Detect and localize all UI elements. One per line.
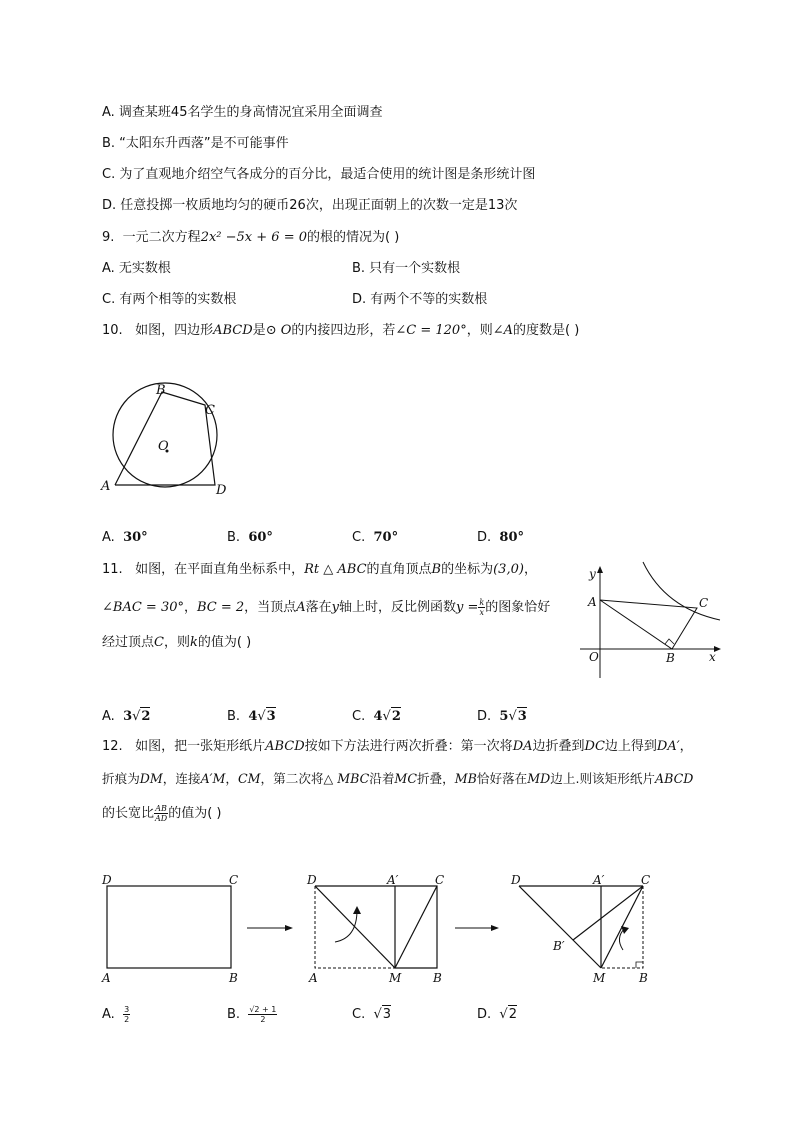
fig2-label-a-prime: A′ (387, 873, 399, 887)
q11-stem-line1 (102, 561, 537, 579)
q12-math: ABCD (655, 771, 694, 786)
q10-text: 的度数是( ) (513, 323, 580, 338)
option-letter: B. (227, 1007, 241, 1022)
q8-option-c: C. 为了直观地介绍空气各成分的百分比，最适合使用的统计图是条形统计图 (102, 167, 536, 182)
fig3-fold-arrow-head (621, 926, 629, 934)
q12-stem-line2 (102, 770, 693, 788)
q11-text: ，则 (163, 635, 190, 650)
q8-option-a: A. 调查某班45名学生的身高情况宜采用全面调查 (102, 105, 383, 120)
q11-math: y (331, 600, 339, 615)
q12-stem-line1 (102, 738, 693, 756)
arrow-2-head (491, 925, 499, 931)
fig3-label-a-prime: A′ (593, 873, 605, 887)
label-o: O (589, 650, 599, 664)
q12-text: 恰好落在 (476, 771, 528, 786)
q11-text: 轴上时，反比例函数 (338, 600, 456, 615)
q10-option-d (477, 529, 524, 547)
fig2-fold-dm (315, 886, 395, 968)
frac-num: AB (155, 804, 167, 813)
option-radicand: 2 (508, 1007, 517, 1022)
q11-option-d: D. 5√3 (477, 709, 527, 724)
q9-option-a: A. 无实数根 (102, 261, 171, 276)
option-radicand: 3 (382, 1007, 392, 1022)
q12-number: 12. (102, 739, 123, 754)
q12-option-c: C. √3 (352, 1007, 392, 1022)
fig2-label-d: D (307, 873, 317, 887)
option-radicand: 3 (517, 709, 527, 724)
label-b: B (666, 651, 675, 665)
q12-stem-line3 (102, 804, 222, 823)
fig3-label-b: B (639, 971, 648, 985)
q12-math: MB (454, 771, 477, 786)
q12-option-b (227, 1005, 277, 1024)
fig3-label-d: D (511, 873, 521, 887)
fig1-label-c: C (229, 873, 239, 887)
frac-num: √2 + 1 (249, 1005, 277, 1014)
q11-math: y = (455, 600, 479, 615)
fig3-label-c: C (641, 873, 651, 887)
q10-option-c (352, 529, 398, 547)
q12-text: 折痕为 (102, 771, 140, 786)
fig2-label-b: B (433, 971, 442, 985)
label-a: A (588, 595, 597, 609)
option-radicand: 2 (141, 709, 151, 724)
q12-math: ABCD (265, 739, 305, 754)
q11-text: 如图，在平面直角坐标系中， (135, 562, 305, 577)
q10-number: 10. (102, 323, 123, 338)
frac-num: 3 (124, 1005, 130, 1014)
q9-stem-pre: 一元二次方程 (122, 230, 201, 245)
q12-text: 如图，把一张矩形纸片 (135, 739, 266, 754)
fig3-line-cb-prime (573, 886, 643, 940)
q11-text: ， (523, 562, 537, 577)
q12-text: 边上得到 (604, 739, 657, 754)
q11-option-a: A. 3√2 (102, 709, 151, 724)
option-letter: B. (227, 709, 241, 724)
q12-text: 的值为( ) (168, 806, 222, 821)
q11-option-b: B. 4√3 (227, 709, 276, 724)
q10-math: ∠A (492, 323, 513, 338)
option-letter: A. (102, 1007, 115, 1022)
hyperbola-curve (643, 562, 720, 620)
q11-coordinate-figure (575, 560, 725, 680)
fig3-line-dm (519, 886, 601, 968)
option-value: 70° (373, 530, 399, 545)
label-b: B (156, 383, 166, 398)
option-letter: D. (477, 709, 492, 724)
option-coef: 4 (248, 709, 258, 724)
q12-math: CM (238, 771, 261, 786)
q12-math: MC (394, 771, 417, 786)
option-letter: C. (352, 709, 366, 724)
right-angle-mark (665, 639, 674, 644)
option-radicand: 3 (266, 709, 276, 724)
q11-math: C (154, 635, 164, 650)
q10-option-b (227, 529, 273, 547)
option-value: 60° (248, 530, 273, 545)
q12-math: DC (584, 739, 605, 754)
q12-text: ，连接 (162, 771, 201, 786)
fig3-right-angle (636, 962, 643, 968)
label-d: D (216, 483, 227, 498)
option-fraction (123, 1005, 130, 1024)
q10-circle-figure (95, 380, 245, 500)
arrow-1-head (285, 925, 293, 931)
q11-text: 落在 (305, 600, 332, 615)
q10-math: ABCD (213, 323, 253, 338)
q11-math: BC = 2 (197, 600, 245, 615)
option-letter: C. (352, 1007, 366, 1022)
q11-text: ， (183, 600, 197, 615)
fig1-label-a: A (102, 971, 111, 985)
q9-stem-post: 的根的情况为( ) (307, 230, 400, 245)
fig2-line-cm (395, 886, 437, 968)
q11-stem-line2 (102, 598, 550, 617)
q12-text: 边折叠到 (532, 739, 585, 754)
q11-math: B (431, 562, 442, 577)
frac-num: k (479, 598, 485, 607)
option-letter: D. (477, 1007, 492, 1022)
q9-number: 9. (102, 230, 115, 245)
option-fraction (248, 1005, 277, 1024)
q11-math: ∠BAC = 30° (102, 600, 184, 615)
q10-text: ，则 (466, 323, 493, 338)
q9-equation: 2x² −5x + 6 = 0 (200, 230, 307, 245)
q11-number: 11. (102, 562, 123, 577)
q12-math: DM (139, 771, 163, 786)
fraction-ab-over-ad (154, 804, 168, 823)
frac-den: x (479, 608, 485, 617)
q11-math: (3,0) (493, 562, 524, 577)
q10-text: 的内接四边形，若 (291, 323, 396, 338)
label-x: x (709, 650, 716, 664)
frac-den: AD (155, 814, 168, 823)
fig3-label-m: M (593, 971, 606, 985)
q11-text: 经过顶点 (102, 635, 155, 650)
option-letter: A. (102, 709, 115, 724)
q11-stem-line3 (102, 634, 251, 652)
label-c: C (699, 596, 709, 610)
q11-option-c: C. 4√2 (352, 709, 401, 724)
q10-text: 是 (252, 323, 266, 338)
q11-math: Rt △ ABC (304, 562, 367, 577)
q12-text: 折叠， (416, 771, 455, 786)
q10-text: 如图，四边形 (135, 323, 214, 338)
q12-text: ， (679, 739, 693, 754)
option-coef: 3 (123, 709, 133, 724)
q9-option-c: C. 有两个相等的实数根 (102, 292, 237, 307)
q10-math: ∠C = 120° (395, 323, 467, 338)
q8-option-d: D. 任意投掷一枚质地均匀的硬币26次，出现正面朝上的次数一定是13次 (102, 198, 518, 213)
option-value: 80° (499, 530, 525, 545)
option-letter: B. (227, 530, 241, 545)
q10-stem (102, 322, 579, 340)
q12-text: 边上.则该矩形纸片 (550, 771, 656, 786)
q10-option-a (102, 529, 148, 547)
triangle-abc (600, 600, 697, 649)
q12-text: 的长宽比 (102, 806, 155, 821)
q11-text: ，当顶点 (244, 600, 297, 615)
option-value: 30° (123, 530, 148, 545)
q9-stem (102, 229, 399, 247)
q11-math: A (296, 600, 306, 615)
frac-den: 2 (260, 1015, 266, 1024)
frac-den: 2 (124, 1015, 130, 1024)
q10-math: ⊙ O (265, 323, 292, 338)
q8-option-b: B. “太阳东升西落”是不可能事件 (102, 136, 289, 151)
y-arrow (597, 566, 603, 573)
option-radicand: 2 (391, 709, 401, 724)
label-o: O (158, 439, 169, 454)
q11-math: k (189, 635, 198, 650)
label-a: A (101, 479, 111, 494)
q9-option-d: D. 有两个不等的实数根 (352, 292, 488, 307)
option-letter: D. (477, 530, 492, 545)
fig1-label-d: D (102, 873, 112, 887)
q12-text: 沿着 (369, 771, 395, 786)
q11-text: 的值为( ) (197, 635, 252, 650)
fig2-label-m: M (389, 971, 402, 985)
option-coef: 5 (499, 709, 509, 724)
option-letter: C. (352, 530, 366, 545)
label-c: C (205, 403, 215, 418)
q12-math: DA′ (656, 739, 680, 754)
q12-math: MD (527, 771, 551, 786)
fig2-label-c: C (435, 873, 445, 887)
fig2-outline (315, 886, 437, 968)
circle-o (113, 383, 217, 487)
fig3-label-b-prime: B′ (553, 939, 565, 953)
fig1-label-b: B (229, 971, 238, 985)
q12-text: 按如下方法进行两次折叠：第一次将 (304, 739, 513, 754)
q11-text: 的图象恰好 (485, 600, 551, 615)
fig2-label-a: A (309, 971, 318, 985)
q11-text: 的坐标为 (441, 562, 494, 577)
fig2-fold-arrow-head (353, 906, 361, 914)
q12-text: ， (225, 771, 239, 786)
q12-fold-figures (95, 868, 675, 988)
q12-math: △ MBC (323, 771, 370, 786)
q12-math: DA (512, 739, 533, 754)
label-y: y (589, 567, 596, 581)
q11-text: 的直角顶点 (366, 562, 432, 577)
q12-option-d: D. √2 (477, 1007, 517, 1022)
q12-math: A′M (200, 771, 226, 786)
q9-option-b: B. 只有一个实数根 (352, 261, 461, 276)
q12-option-a (102, 1005, 130, 1024)
option-letter: A. (102, 530, 115, 545)
fig1-rectangle (107, 886, 231, 968)
q12-text: ，第二次将 (260, 771, 324, 786)
option-coef: 4 (373, 709, 383, 724)
